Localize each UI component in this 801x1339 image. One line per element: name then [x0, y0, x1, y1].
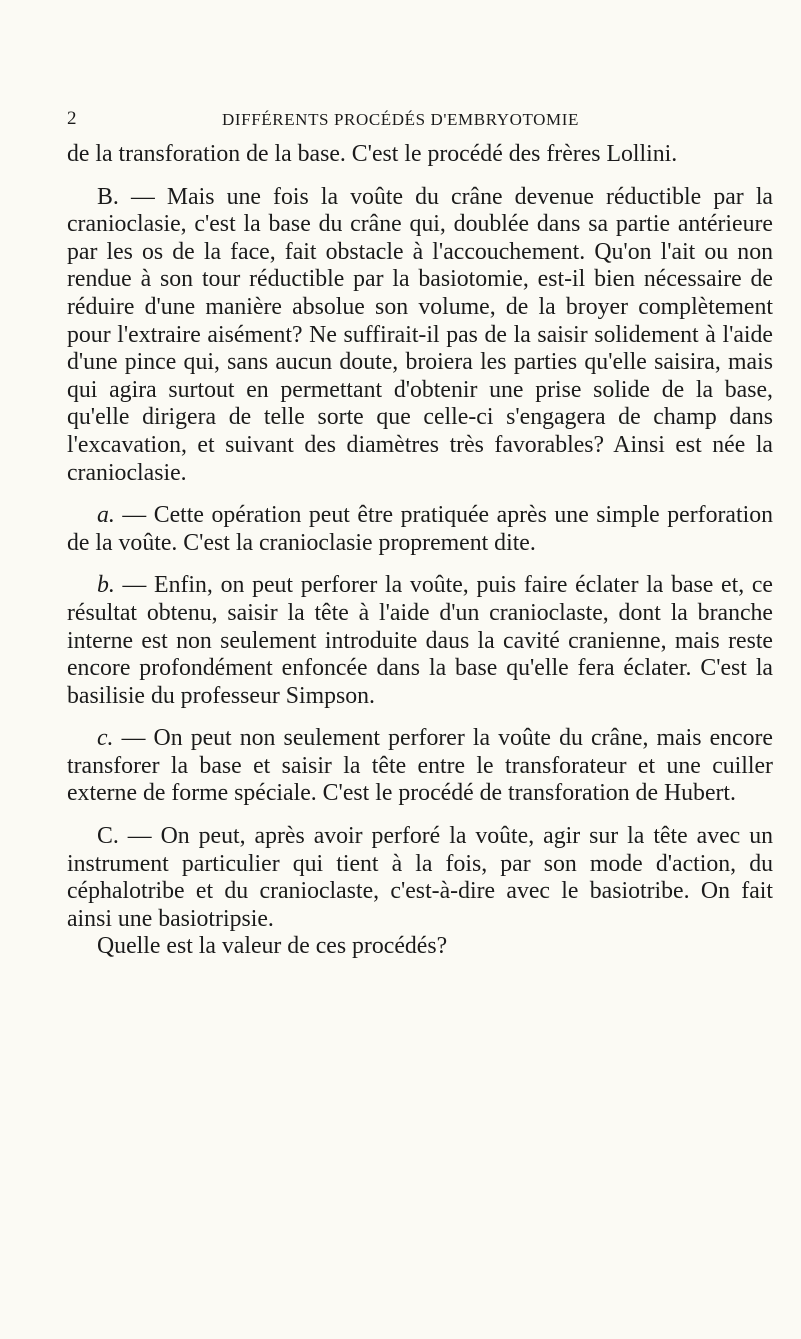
- section-label: B.: [97, 183, 119, 210]
- paragraph-closing-question: [67, 933, 773, 961]
- running-title: DIFFÉRENTS PROCÉDÉS D'EMBRYOTOMIE: [222, 110, 579, 129]
- paragraph-subsection-c: [67, 725, 773, 808]
- paragraph-text: — Mais une fois la voûte du crâne devenue réductible par la cranioclasie, c'est la base du crâne qui, doublée dans sa partie antérieure par les os de la face, fait obstacle à l'accouchement. Qu'on l'ait ou non rendue à son tour réductible par la basiotomie, est-il bien nécessaire de réduire d'une manière absolue son volume, de la broyer complètement pour l'extraire aisément? Ne suffirait-il pas de la saisir solidement à l'aide d'une pince qui, sans aucun doute, broiera les parties qu'elle saisira, mais qui agira surtout en permettant d'obtenir une prise solide de la base, qu'elle dirigera de telle sorte que celle-ci s'engagera de champ dans l'excavation, et suivant des diamètres très favorables? Ainsi est née la cranioclasie.: [67, 183, 773, 486]
- paragraph-subsection-b: [67, 572, 773, 710]
- paragraph-text: Quelle est la valeur de ces procédés?: [97, 933, 448, 960]
- subsection-label: c.: [97, 725, 114, 752]
- paragraph-section-c: [67, 823, 773, 933]
- paragraph-text: — Enfin, on peut perforer la voûte, puis faire éclater la base et, ce résultat obtenu, saisir la tête à l'aide d'un cranioclaste, dont la branche interne est non seulement introduite daus la cavité cranienne, mais reste encore profondément enfoncée dans la base qu'elle fera éclater. C'est la basilisie du professeur Simpson.: [67, 572, 773, 709]
- paragraph-text: — On peut, après avoir perforé la voûte, agir sur la tête avec un instrument particulier qui tient à la fois, par son mode d'action, du céphalotribe et du cranioclaste, c'est-à-dire avec le basiotribe. On fait ainsi une basiotripsie.: [67, 823, 773, 932]
- paragraph-subsection-a: [67, 502, 773, 557]
- page-header: [0, 107, 801, 131]
- paragraph-continuation: [67, 141, 773, 169]
- body-text: [67, 141, 773, 961]
- paragraph-section-b: [67, 184, 773, 488]
- section-label: C.: [97, 823, 119, 850]
- subsection-label: b.: [97, 572, 115, 599]
- paragraph-text: — Cette opération peut être pratiquée après une simple perforation de la voûte. C'est la cranioclasie proprement dite.: [67, 502, 773, 556]
- paragraph-text: — On peut non seulement perforer la voûte du crâne, mais encore transforer la base et saisir la tête entre le transforateur et une cuiller externe de forme spéciale. C'est le procédé de transforation de Hubert.: [67, 725, 773, 807]
- paragraph-text: de la transforation de la base. C'est le procédé des frères Lollini.: [67, 141, 678, 167]
- page-number: 2: [67, 108, 77, 129]
- subsection-label: a.: [97, 502, 115, 529]
